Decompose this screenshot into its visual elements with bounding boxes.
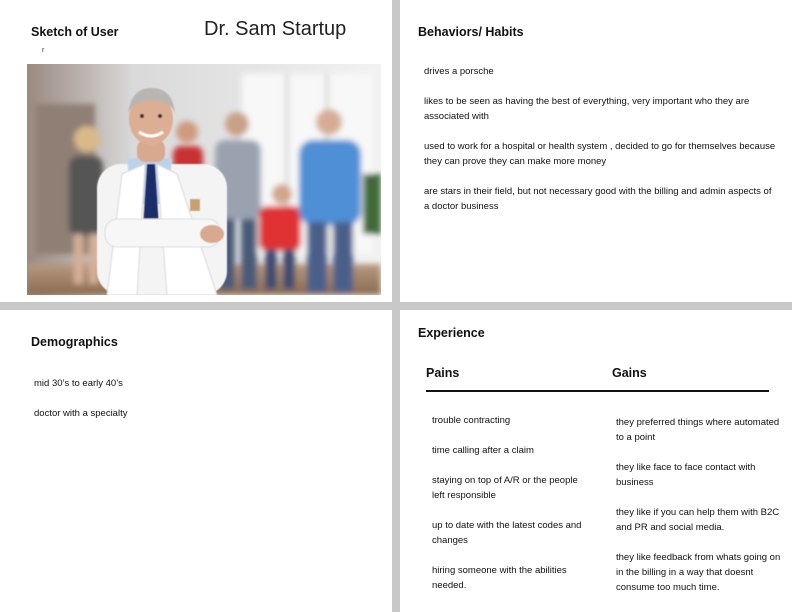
behavior-item: likes to be seen as having the best of everything, very important who they are associated with <box>424 96 750 122</box>
demographics-list <box>34 376 127 436</box>
gain-item: they like feedback from whats going on in the billing in a way that doesnt consume too much time. <box>616 552 781 593</box>
behaviors-heading: Behaviors/ Habits <box>418 25 524 39</box>
gains-list <box>616 415 788 610</box>
behavior-item: drives a porsche <box>424 66 494 77</box>
small-mark: r <box>42 47 45 54</box>
pains-heading: Pains <box>426 366 460 380</box>
sketch-panel <box>0 0 392 302</box>
persona-photo <box>27 64 381 295</box>
divider-rule <box>426 390 769 392</box>
pain-item: trouble contracting <box>432 415 511 426</box>
demographics-heading: Demographics <box>31 335 118 349</box>
sketch-heading: Sketch of User <box>31 25 119 39</box>
behavior-item: used to work for a hospital or health system , decided to go for themselves because they can prove they can make more money <box>424 141 776 167</box>
experience-heading: Experience <box>418 326 485 340</box>
behavior-item: are stars in their field, but not necessary good with the billing and admin aspects of a doctor business <box>424 186 772 212</box>
pain-item: up to date with the latest codes and changes <box>432 520 582 546</box>
gain-item: they like face to face contact with business <box>616 462 756 488</box>
gains-heading: Gains <box>612 366 647 380</box>
pain-item: staying on top of A/R or the people left responsible <box>432 475 578 501</box>
demographics-panel <box>0 310 392 612</box>
behaviors-list <box>424 64 779 229</box>
persona-name: Dr. Sam Startup <box>204 18 347 40</box>
pain-item: hiring someone with the abilities needed. <box>432 565 567 591</box>
pains-list <box>432 413 592 608</box>
demographic-item: mid 30’s to early 40’s <box>34 378 123 389</box>
gain-item: they preferred things where automated to a point <box>616 417 780 443</box>
demographic-item: doctor with a specialty <box>34 408 128 419</box>
pain-item: time calling after a claim <box>432 445 534 456</box>
experience-panel <box>400 310 792 612</box>
gain-item: they like if you can help them with B2C and PR and social media. <box>616 507 780 533</box>
behaviors-panel <box>400 0 792 302</box>
